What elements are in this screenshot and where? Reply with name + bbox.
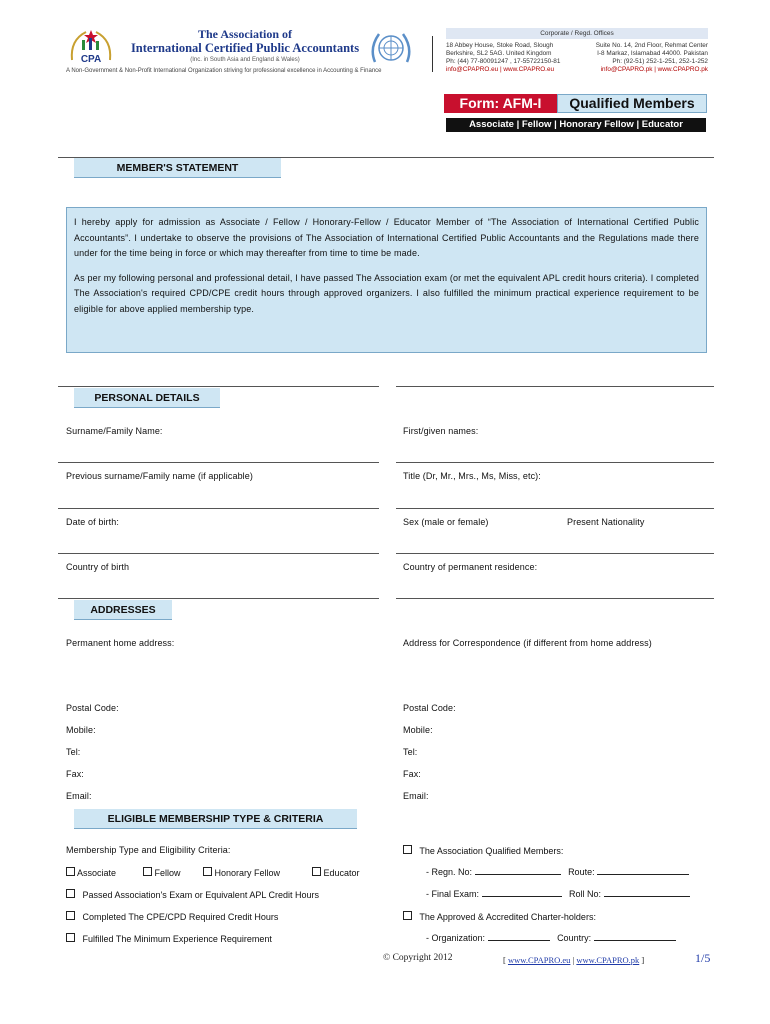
mobile-label-correspondence: Mobile: <box>403 725 433 735</box>
membership-type-row <box>203 867 280 878</box>
honorary-fellow-label: Honorary Fellow <box>214 868 281 878</box>
offices-label: Corporate / Regd. Offices <box>446 28 708 39</box>
final-exam-field[interactable] <box>482 889 562 897</box>
link-cpapro-eu[interactable]: www.CPAPRO.eu <box>507 955 571 965</box>
title-field-line[interactable] <box>396 508 714 509</box>
un-emblem-icon <box>369 28 413 68</box>
correspondence-address-label: Address for Correspondence (if different from home address) <box>403 638 652 648</box>
educator-label: Educator <box>323 868 360 878</box>
office-pk-line2: I-8 Markaz, Islamabad 44000. Pakistan <box>597 50 708 57</box>
divider <box>58 386 379 387</box>
personal-details-heading: PERSONAL DETAILS <box>74 388 220 408</box>
form-name: Qualified Members <box>557 94 707 113</box>
form-code: Form: AFM-I <box>444 94 557 113</box>
title-label: Title (Dr, Mr., Mrs., Ms, Miss, etc): <box>403 471 541 481</box>
postal-code-label-home: Postal Code: <box>66 703 119 713</box>
office-pk-line1: Suite No. 14, 2nd Floor, Rehmat Center <box>595 42 708 49</box>
tagline: A Non-Government & Non-Profit International Organization striving for professional excellence in Accounting & Finance <box>66 68 382 74</box>
associate-checkbox[interactable] <box>66 867 75 876</box>
charter-holders-checkbox[interactable] <box>403 911 412 920</box>
charter-holders-label: The Approved & Accredited Charter-holders: <box>419 912 596 922</box>
qualified-members-row <box>403 845 563 856</box>
surname-label: Surname/Family Name: <box>66 426 163 436</box>
email-label-correspondence: Email: <box>403 791 429 801</box>
regn-no-label: - Regn. No: <box>426 867 473 877</box>
statement-box <box>66 207 707 353</box>
form-types: Associate | Fellow | Honorary Fellow | Educator <box>446 118 706 132</box>
office-uk <box>446 42 576 74</box>
sex-label: Sex (male or female) <box>403 517 489 527</box>
office-pk-line3: Ph: (92-51) 252-1-251, 252-1-252 <box>612 58 708 65</box>
qualified-members-checkbox[interactable] <box>403 845 412 854</box>
passed-exam-label: Passed Association's Exam or Equivalent APL Credit Hours <box>82 890 320 900</box>
final-exam-label: - Final Exam: <box>426 889 480 899</box>
surname-field-line[interactable] <box>58 462 379 463</box>
cpa-logo <box>66 26 116 66</box>
org-line-3: (Inc. in South Asia and England & Wales) <box>190 57 300 63</box>
first-names-label: First/given names: <box>403 426 479 436</box>
organization-label: - Organization: <box>426 933 486 943</box>
logo-text: CPA <box>80 54 102 65</box>
header-divider <box>432 36 433 72</box>
first-names-field-line[interactable] <box>396 462 714 463</box>
org-line-2: International Certified Public Accountants <box>130 41 360 55</box>
country-label: Country: <box>557 933 592 943</box>
statement-paragraph-2: As per my following personal and professional detail, I have passed The Association exam (or met the equivalent APL credit hours criteria). I completed The Association's required CPD/CPE credit hours through approved organizers. I also fulfilled the minimum practical experience requirement to be eligible for above applied membership type. <box>74 272 699 314</box>
final-exam-row <box>426 889 690 899</box>
footer-links: [ www.CPAPRO.eu | www.CPAPRO.pk ] <box>503 955 645 965</box>
organization-country-row <box>426 933 676 943</box>
fellow-label: Fellow <box>154 868 181 878</box>
fax-label-home: Fax: <box>66 769 84 779</box>
experience-label: Fulfilled The Minimum Experience Requirement <box>82 934 272 944</box>
eligibility-heading: ELIGIBLE MEMBERSHIP TYPE & CRITERIA <box>74 809 357 829</box>
previous-surname-label: Previous surname/Family name (if applicable) <box>66 471 253 481</box>
mobile-label-home: Mobile: <box>66 725 96 735</box>
office-pk <box>582 42 708 74</box>
membership-type-row <box>143 867 181 878</box>
addresses-heading: ADDRESSES <box>74 600 172 620</box>
criteria-row <box>66 911 278 922</box>
office-uk-line3: Ph: (44) 77-80091247 , 17-55722150-81 <box>446 58 561 65</box>
regn-no-field[interactable] <box>475 867 561 875</box>
page-number: 1/5 <box>695 951 711 965</box>
nationality-label: Present Nationality <box>567 517 645 527</box>
home-address-label: Permanent home address: <box>66 638 175 648</box>
membership-type-row <box>66 867 116 878</box>
dob-field-line[interactable] <box>58 553 379 554</box>
country-residence-label: Country of permanent residence: <box>403 562 538 572</box>
tel-label-correspondence: Tel: <box>403 747 418 757</box>
fellow-checkbox[interactable] <box>143 867 152 876</box>
route-field[interactable] <box>597 867 689 875</box>
honorary-fellow-checkbox[interactable] <box>203 867 212 876</box>
sex-nationality-field-line[interactable] <box>396 553 714 554</box>
office-uk-line2: Berkshire, SL2 5AG. United Kingdom <box>446 50 552 57</box>
statement-paragraph-1: I hereby apply for admission as Associate / Fellow / Honorary-Fellow / Educator Member of “The Association of International Certified Public Accountants”. I undertake to observe the provisions of The Association of International Certified Public Accountants and the Regulations made there under for the time being in force or which may thereafter from time to time be made. <box>74 217 699 258</box>
country-residence-field-line[interactable] <box>396 598 714 599</box>
regn-route-row <box>426 867 689 877</box>
fax-label-correspondence: Fax: <box>403 769 421 779</box>
postal-code-label-correspondence: Postal Code: <box>403 703 456 713</box>
completed-cpe-label: Completed The CPE/CPD Required Credit Hours <box>82 912 279 922</box>
route-label: Route: <box>568 867 595 877</box>
membership-type-row <box>312 867 360 878</box>
previous-surname-field-line[interactable] <box>58 508 379 509</box>
completed-cpe-checkbox[interactable] <box>66 911 75 920</box>
office-uk-links[interactable]: info@CPAPRO.eu | www.CPAPRO.eu <box>446 66 555 73</box>
membership-type-label: Membership Type and Eligibility Criteria: <box>66 845 231 855</box>
country-birth-label: Country of birth <box>66 562 130 572</box>
office-uk-line1: 18 Abbey House, Stoke Road, Slough <box>446 42 554 49</box>
country-birth-field-line[interactable] <box>58 598 379 599</box>
criteria-row <box>66 933 272 944</box>
roll-no-label: Roll No: <box>569 889 602 899</box>
tel-label-home: Tel: <box>66 747 81 757</box>
charter-holders-row <box>403 911 596 922</box>
associate-label: Associate <box>77 868 117 878</box>
organization-field[interactable] <box>488 933 550 941</box>
qualified-members-label: The Association Qualified Members: <box>419 846 564 856</box>
members-statement-heading: MEMBER'S STATEMENT <box>74 158 281 178</box>
educator-checkbox[interactable] <box>312 867 321 876</box>
criteria-row <box>66 889 319 900</box>
experience-checkbox[interactable] <box>66 933 75 942</box>
organization-title <box>120 28 370 63</box>
divider <box>396 386 714 387</box>
country-field[interactable] <box>594 933 676 941</box>
roll-no-field[interactable] <box>604 889 690 897</box>
dob-label: Date of birth: <box>66 517 119 527</box>
email-label-home: Email: <box>66 791 92 801</box>
passed-exam-checkbox[interactable] <box>66 889 75 898</box>
org-line-1: The Association of <box>197 27 292 41</box>
office-pk-links[interactable]: info@CPAPRO.pk | www.CPAPRO.pk <box>600 66 708 73</box>
copyright: © Copyright 2012 <box>383 953 453 963</box>
link-cpapro-pk[interactable]: www.CPAPRO.pk <box>576 955 640 965</box>
